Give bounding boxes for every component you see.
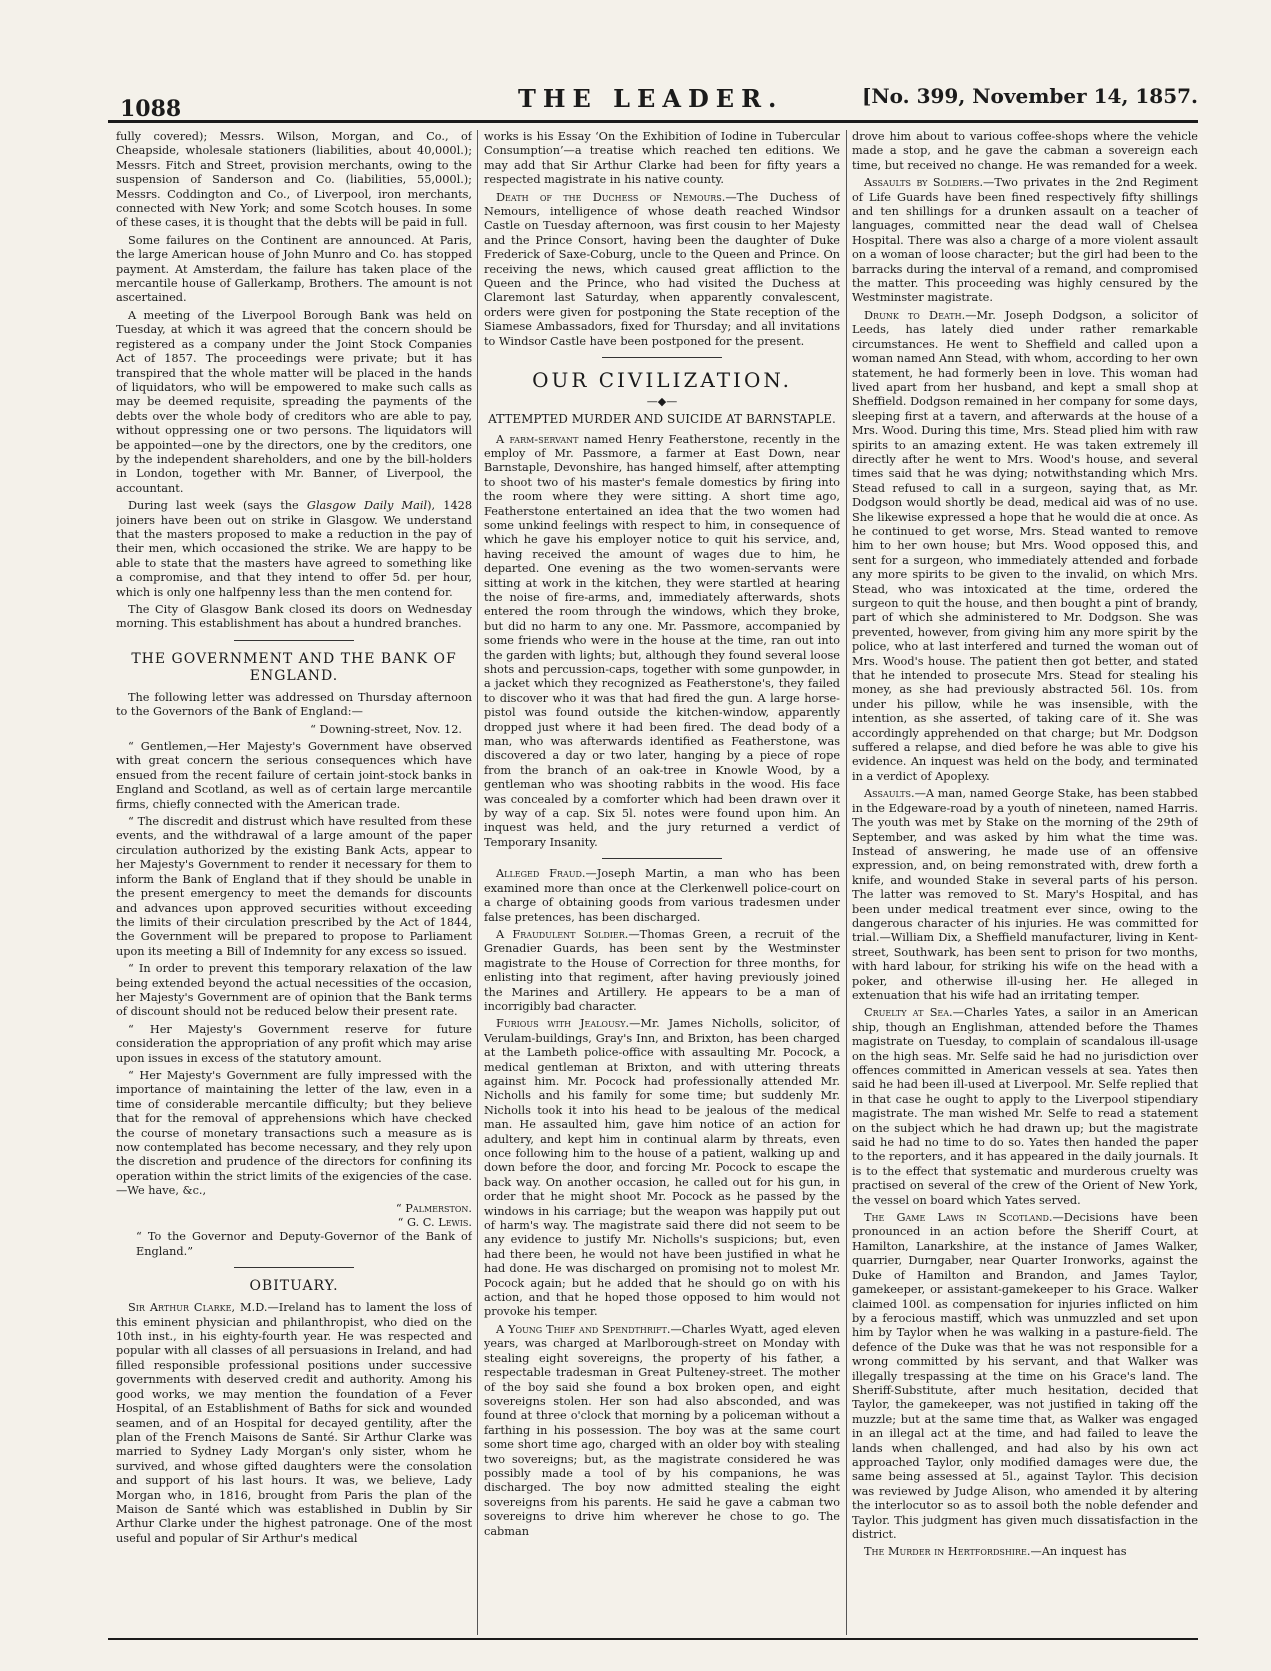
- run-in-heading: Sir Arthur Clarke, M.D.: [128, 1301, 268, 1315]
- paragraph: drove him about to various coffee-shops where the vehicle made a stop, and he gave the cabman a sovereign each time, but received no change. He was remanded for a week.: [852, 130, 1198, 172]
- paragraph: Some failures on the Continent are announced. At Paris, the large American house of John Munro and Co. has stopped payment. At Amsterdam, the failure has taken place of the mercantile house of Gallerkamp, Brothers. The amount is not ascertained.: [116, 233, 472, 305]
- run-in-heading: The Murder in Hertfordshire.: [864, 1545, 1031, 1559]
- paragraph: A Young Thief and Spendthrift.—Charles Wyatt, aged eleven years, was charged at Marlborough-street on Monday with stealing eight sovereigns, the property of his father, a respectable tradesman in Great Pulteney-street. The mother of the boy said she found a box broken open, and eight sovereigns stolen. Her son had also absconded, and was found at three o'clock that morning by a policeman without a farthing in his possession. The boy was at the same court some short time ago, charged with an older boy with stealing two sovereigns; but, as the magistrate considered he was possibly made a tool of by his companions, he was discharged. The boy now admitted stealing the eight sovereigns from his parents. He said he gave a cabman two sovereigns to drive him wherever he chose to go. The cabman: [484, 1322, 840, 1538]
- section-heading-civilization: OUR CIVILIZATION.: [532, 368, 792, 393]
- paragraph: Assaults.—A man, named George Stake, has been stabbed in the Edgeware-road by a youth of nineteen, named Harris. The youth was met by Stake on the morning of the 29th of September, and was asked by him what the time was. Instead of answering, he made use of an offensive expression, and, on being remonstrated with, drew forth a knife, and wounded Stake in several parts of his person. The latter was removed to St. Mary's Hospital, and has been under medical treatment ever since, owing to the dangerous character of his injuries. He was committed for trial.—William Dix, a Sheffield manufacturer, living in Kent-street, Southwark, has been sent to prison for two months, with hard labour, for striking his wife on the head with a poker, and otherwise ill-using her. He alleged in extenuation that his wife had an irritating temper.: [852, 787, 1198, 1002]
- paragraph: Furious with Jealousy.—Mr. James Nicholls, solicitor, of Verulam-buildings, Gray's Inn, and Brixton, has been charged at the Lambeth police-office with assaulting Mr. Pocock, a medical gentleman at Brixton, and with uttering threats against him. Mr. Pocock had professionally attended Mr. Nicholls and his family for some time; but suddenly Mr. Nicholls took it into his head to be jealous of the medical man. He assaulted him, gave him notice of an action for adultery, and kept him in continual alarm by threats, even once following him to the house of a patient, walking up and down before the door, and forcing Mr. Pocock to escape the back way. On another occasion, he called out for his gun, in order that he might shoot Mr. Pocock as he passed by the windows in his carriage; but the weapon was happily put out of harm's way. The magistrate said there did not seem to be any evidence to justify Mr. Nicholls's suspicions; but, even had there been, he would not have been justified in what he had done. He was discharged on promising not to molest Mr. Pocock again; but he added that he should go on with his action, and that he hoped those opposed to him would not provoke his temper.: [484, 1017, 840, 1319]
- section-heading-obituary: OBITUARY.: [249, 1278, 339, 1295]
- masthead: [108, 80, 1198, 123]
- paragraph: Cruelty at Sea.—Charles Yates, a sailor in an American ship, though an Englishman, attended before the Thames magistrate on Tuesday, to complain of scandalous ill-usage on the high seas. Mr. Selfe said he had no jurisdiction over offences committed in American vessels at sea. Yates then said he had been ill-used at Liverpool. Mr. Selfe replied that in that case he ought to apply to the Liverpool stipendiary magistrate. The man wished Mr. Selfe to read a statement on the subject which he had drawn up; but the magistrate said he had no time to do so. Yates then handed the paper to the reporters, and it has appeared in the daily journals. It is to the effect that systematic and murderous cruelty was practised on several of the crew of the Orient of New York, the vessel on board which Yates served.: [852, 1006, 1198, 1207]
- letter-paragraph: “ Her Majesty's Government reserve for future consideration the appropriation of any profit which may arise upon issues in excess of the statutory amount.: [116, 1022, 472, 1065]
- section-divider: [602, 858, 722, 859]
- section-heading-bank: THE GOVERNMENT AND THE BANK OF ENGLAND.: [131, 650, 457, 684]
- run-in-heading: Assaults.: [864, 787, 915, 801]
- run-in-heading: A Fraudulent Soldier.: [496, 927, 629, 941]
- paragraph: The Game Laws in Scotland.—Decisions have been pronounced in an action before the Sheriff Court, at Hamilton, Lanarkshire, at the instance of James Walker, quarrier, Durngaber, near Quarter Ironworks, against the Duke of Hamilton and Brandon, and James Taylor, gamekeeper, or assistant-gamekeeper to his Grace. Walker claimed 100l. as compensation for injuries inflicted on him by a ferocious mastiff, which was unmuzzled and set upon him by Taylor when he was walking in a pasture-field. The defence of the Duke was that he was not responsible for a wrong committed by his servant, and that Walker was illegally trespassing at the time on his Grace's land. The Sheriff-Substitute, after much hesitation, decided that Taylor, the gamekeeper, was not justified in taking off the muzzle; but at the same time that, as Walker was engaged in an illegal act at the time, and had failed to leave the lands when challenged, and had also by his own act approached Taylor, only modified damages were due, the same being assessed at 5l., against Taylor. This decision was reviewed by Judge Alison, who amended it by altering the interlocutor so as to assoil both the noble defender and Taylor. This judgment has given much dissatisfaction in the district.: [852, 1211, 1198, 1541]
- letter-address: “ To the Governor and Deputy-Governor of the Bank of England.”: [136, 1230, 472, 1258]
- paragraph: A meeting of the Liverpool Borough Bank was held on Tuesday, at which it was agreed that the concern should be registered as a company under the Joint Stock Companies Act of 1857. The proceedings were private; but it has transpired that the whole matter will be placed in the hands of liquidators, who will be empowered to make such calls as may be deemed requisite, spreading the payments of the debts over the whole body of creditors who are able to pay, without oppressing one or two persons. The liquidators will be appointed—one by the directors, one by the creditors, one by the independent shareholders, and one by the bill-holders in London, together with Mr. Banner, of Liverpool, the accountant.: [116, 308, 472, 495]
- run-in-heading: Assaults by Soldiers.: [864, 176, 984, 190]
- source-citation: Glasgow Daily Mail: [306, 499, 428, 513]
- paragraph: A farm-servant named Henry Featherstone, recently in the employ of Mr. Passmore, a farmer at East Down, near Barnstaple, Devonshire, has hanged himself, after attempting to shoot two of his master's female domestics by firing into the room where they were sitting. A short time ago, Featherstone entertained an idea that the two women had some unkind feelings with respect to him, in consequence of which he gave his employer notice to quit his service, and, having received the amount of wages due to him, he departed. One evening as the two women-servants were sitting at work in the kitchen, they were startled at hearing the noise of fire-arms, and, immediately afterwards, shots entered the room through the windows, which they broke, but did no harm to any one. Mr. Passmore, accompanied by some friends who were in the house at the time, ran out into the garden with lights; but, although they found several loose shots and percussion-caps, together with some gunpowder, in a jacket which they recognized as Featherstone's, they failed to discover who it was that had fired the gun. A large horse-pistol was found outside the kitchen-window, apparently dropped just where it had been fired. The dead body of a man, who was afterwards identified as Featherstone, was discovered a day or two later, hanging by a piece of rope from the branch of an oak-tree in Knowle Wood, by a gentleman who was shooting rabbits in the wood. His face was concealed by a comforter which had been drawn over it by way of a cap. Six 5l. notes were found upon him. An inquest was held, and the jury returned a verdict of Temporary Insanity.: [484, 432, 840, 849]
- newspaper-title: THE LEADER.: [518, 84, 784, 113]
- run-in-heading: Drunk to Death.: [864, 308, 966, 322]
- column-1: [116, 130, 472, 1635]
- letter-paragraph: “ Her Majesty's Government are fully impressed with the importance of maintaining the letter of the law, even in a time of considerable mercantile difficulty; but they believe that for the removal of apprehensions which have checked the course of monetary transactions such a measure as is now contemplated has become necessary, and they rely upon the discretion and prudence of the directors for confining its operation within the strict limits of the exigencies of the case.—We have, &c.,: [116, 1068, 472, 1198]
- run-in-heading: Cruelty at Sea.: [864, 1006, 953, 1020]
- run-in-heading: Death of the Duchess of Nemours.: [496, 190, 726, 204]
- ornament: —◆—: [646, 395, 678, 409]
- section-divider: [234, 1267, 354, 1268]
- article-heading-barnstaple: ATTEMPTED MURDER AND SUICIDE AT BARNSTAPLE.: [488, 411, 836, 426]
- paragraph: The following letter was addressed on Thursday afternoon to the Governors of the Bank of England:—: [116, 690, 472, 719]
- run-in-heading: The Game Laws in Scotland.: [864, 1211, 1053, 1225]
- column-rule-1: [477, 130, 478, 1635]
- paragraph: Alleged Fraud.—Joseph Martin, a man who has been examined more than once at the Clerkenwell police-court on a charge of obtaining goods from various tradesmen under false pretences, has been discharged.: [484, 867, 840, 924]
- letter-dateline: “ Downing-street, Nov. 12.: [310, 722, 462, 736]
- paragraph: works is his Essay ‘On the Exhibition of Iodine in Tubercular Consumption’—a treatise which reached ten editions. We may add that Sir Arthur Clarke had been for fifty years a respected magistrate in his native county.: [484, 130, 840, 187]
- paragraph: Assaults by Soldiers.—Two privates in the 2nd Regiment of Life Guards have been fined respectively fifty shillings and ten shillings for a drunken assault on a teacher of languages, committed near the dead wall of Chelsea Hospital. There was also a charge of a more violent assault on a woman of loose character; but the girl had been to the barracks during the interval of a remand, and compromised the matter. This proceeding was highly censured by the Westminster magistrate.: [852, 176, 1198, 305]
- signature: “ Palmerston.: [395, 1201, 472, 1215]
- run-in-heading: A farm-servant: [496, 432, 579, 446]
- section-divider: [602, 357, 722, 358]
- page-number: 1088: [120, 96, 182, 122]
- paragraph: Drunk to Death.—Mr. Joseph Dodgson, a solicitor of Leeds, has lately died under rather remarkable circumstances. He went to Sheffield and called upon a woman named Ann Stead, with whom, according to her own statement, he had formerly been in love. This woman had lived apart from her husband, and kept a small shop at Sheffield. Dodgson remained in her company for some days, sleeping first at a tavern, and afterwards at the house of a Mrs. Wood. During this time, Mrs. Stead plied him with raw spirits to an amazing extent. He was taken extremely ill directly after he went to Mrs. Wood's house, and several times said that he was dying; notwithstanding which Mrs. Stead refused to call in a surgeon, saying that, as Mr. Dodgson would shortly be dead, medical aid was of no use. She likewise expressed a hope that he would die at once. As he continued to get worse, Mrs. Stead wanted to remove him to her own house; but Mrs. Wood opposed this, and sent for a surgeon, who immediately attended and forbade any more spirits to be given to the invalid, on which Mrs. Stead, who was intoxicated at the time, ordered the surgeon to quit the house, and then bought a pint of brandy, part of which she administered to Mr. Dodgson. She was prevented, however, from giving him any more spirit by the police, who at last interfered and turned the woman out of Mrs. Wood's house. The patient then got better, and stated that he intended to prosecute Mrs. Stead for stealing his money, as she had previously abstracted 56l. 10s. from under his pillow, while he was insensible, with the intention, as she asserted, of taking care of it. She was accordingly apprehended on that charge; but Mr. Dodgson suffered a relapse, and died before he was able to give his evidence. An inquest was held on the body, and terminated in a verdict of Apoplexy.: [852, 308, 1198, 783]
- paragraph: A Fraudulent Soldier.—Thomas Green, a recruit of the Grenadier Guards, has been sent by the Westminster magistrate to the House of Correction for three months, for enlisting into that regiment, after having previously joined the Marines and Artillery. He appears to be a man of incorrigibly bad character.: [484, 927, 840, 1013]
- run-in-heading: Furious with Jealousy.: [496, 1017, 630, 1031]
- paragraph: The City of Glasgow Bank closed its doors on Wednesday morning. This establishment has about a hundred branches.: [116, 603, 472, 631]
- newspaper-page: [108, 80, 1198, 1645]
- column-rule-2: [846, 130, 847, 1635]
- run-in-heading: Alleged Fraud.: [496, 867, 586, 881]
- paragraph: Death of the Duchess of Nemours.—The Duchess of Nemours, intelligence of whose death reached Windsor Castle on Tuesday afternoon, was first cousin to her Majesty and the Prince Consort, having been the daughter of Duke Frederick of Saxe-Coburg, uncle to the Queen and Prince. On receiving the news, which caused great affliction to the Queen and the Prince, who had visited the Duchess at Claremont last Saturday, when apparently convalescent, orders were given for postponing the State reception of the Siamese Ambassadors, fixed for Thursday; and all invitations to Windsor Castle have been postponed for the present.: [484, 190, 840, 348]
- issue-dateline: [No. 399, November 14, 1857.: [861, 84, 1198, 108]
- paragraph: The Murder in Hertfordshire.—An inquest has: [864, 1545, 1127, 1559]
- column-3: [852, 130, 1198, 1635]
- letter-paragraph: “ In order to prevent this temporary relaxation of the law being extended beyond the actual necessities of the occasion, her Majesty's Government are of opinion that the Bank terms of discount should not be reduced below their present rate.: [116, 962, 472, 1019]
- section-divider: [234, 640, 354, 641]
- letter-paragraph: “ The discredit and distrust which have resulted from these events, and the withdrawal of a large amount of the paper circulation authorized by the existing Bank Acts, appear to her Majesty's Government to render it necessary for them to inform the Bank of England that if they should be unable in the present emergency to meet the demands for discounts and advances upon approved securities without exceeding the limits of their circulation prescribed by the Act of 1844, the Government will be prepared to propose to Parliament upon its meeting a Bill of Indemnity for any excess so issued.: [116, 815, 472, 958]
- bottom-rule: [108, 1638, 1198, 1640]
- paragraph: During last week (says the Glasgow Daily Mail), 1428 joiners have been out on strike in Glasgow. We understand that the masters proposed to make a reduction in the pay of their men, which occasioned the strike. We are happy to be able to state that the masters have agreed to something like a compromise, and that they intend to offer 5d. per hour, which is only one halfpenny less than the men contend for.: [116, 499, 472, 599]
- run-in-heading: A Young Thief and Spendthrift.: [496, 1322, 671, 1336]
- paragraph: fully covered); Messrs. Wilson, Morgan, and Co., of Cheapside, wholesale stationers (liabilities, about 40,000l.); Messrs. Fitch and Street, provision merchants, owing to the suspension of Sanderson and Co. (liabilities, 55,000l.); Messrs. Coddington and Co., of Liverpool, iron merchants, connected with New York; and some Scotch houses. In some of these cases, it is thought that the debts will be paid in full.: [116, 130, 472, 230]
- column-2: [484, 130, 840, 1635]
- paragraph: Sir Arthur Clarke, M.D.—Ireland has to lament the loss of this eminent physician and philanthropist, who died on the 10th inst., in his eighty-fourth year. He was respected and popular with all classes of all persuasions in Ireland, and had filled responsible professional positions under successive governments with deserved credit and authority. Among his good works, we may mention the foundation of a Fever Hospital, of an Establishment of Baths for sick and wounded seamen, and of an Hospital for decayed gentility, after the plan of the French Maisons de Santé. Sir Arthur Clarke was married to Sydney Lady Morgan's only sister, whom he survived, and whose gifted daughters were the consolation and support of his last hours. It was, we believe, Lady Morgan who, in 1816, brought from Paris the plan of the Maison de Santé which was established in Dublin by Sir Arthur Clarke under the highest patronage. One of the most useful and popular of Sir Arthur's medical: [116, 1301, 472, 1545]
- letter-paragraph: “ Gentlemen,—Her Majesty's Government have observed with great concern the serious consequences which have ensued from the recent failure of certain joint-stock banks in England and Scotland, as well as of certain large mercantile firms, chiefly connected with the American trade.: [116, 740, 472, 811]
- signature: “ G. C. Lewis.: [397, 1216, 472, 1230]
